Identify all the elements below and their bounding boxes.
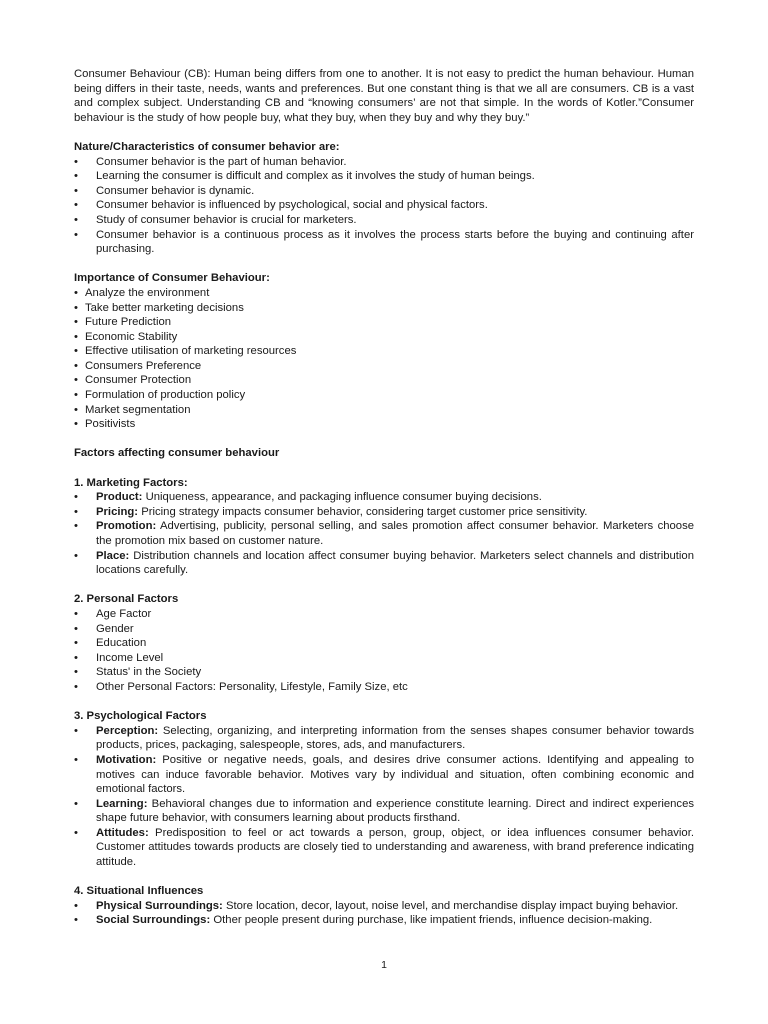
- document-body: [74, 67, 694, 928]
- importance-heading: Importance of Consumer Behaviour:: [74, 272, 270, 285]
- psychological-list: [74, 724, 694, 870]
- list-item: [74, 913, 694, 928]
- term-label: Perception:: [96, 724, 159, 737]
- marketing-heading: 1. Marketing Factors:: [74, 476, 188, 489]
- list-item: [74, 505, 694, 520]
- term-label: Pricing:: [96, 505, 139, 518]
- term-label: Promotion:: [96, 520, 157, 533]
- term-label: Attitudes:: [96, 826, 149, 839]
- term-label: Product:: [96, 491, 143, 504]
- term-text: Pricing strategy impacts consumer behavior, considering target customer price sensitivity.: [138, 505, 588, 518]
- list-item: • Education: [74, 636, 694, 651]
- list-item: [74, 519, 694, 548]
- list-item: [74, 724, 694, 753]
- nature-heading: Nature/Characteristics of consumer behavior are:: [74, 140, 340, 153]
- term-text: Distribution channels and location affect consumer buying behavior. Marketers select channels and distribution locations carefully.: [96, 549, 694, 577]
- list-item: • Consumer behavior is the part of human behavior.: [74, 155, 694, 170]
- list-item: • Take better marketing decisions: [74, 301, 694, 316]
- situational-heading: 4. Situational Influences: [74, 885, 204, 898]
- term-text: Advertising, publicity, personal selling, and sales promotion affect consumer behavior. Marketers choose the promotion mix based on customer nature.: [96, 520, 694, 547]
- importance-list: [74, 286, 694, 432]
- marketing-list: [74, 490, 694, 578]
- page-number: 1: [381, 959, 387, 971]
- list-item: • Study of consumer behavior is crucial for marketers.: [74, 213, 694, 228]
- term-text: Positive or negative needs, goals, and desires drive consumer actions. Identifying and appealing to motives can induce favorable behavior. Motives vary by individual and situation, often combining economic and emotional factors.: [96, 753, 694, 796]
- list-item: [74, 826, 694, 870]
- list-item: • Formulation of production policy: [74, 388, 694, 403]
- list-item: • Effective utilisation of marketing resources: [74, 344, 694, 359]
- list-item: [74, 899, 694, 914]
- list-item: • Analyze the environment: [74, 286, 694, 301]
- personal-heading: 2. Personal Factors: [74, 593, 179, 606]
- list-item: • Age Factor: [74, 607, 694, 622]
- term-label: Physical Surroundings:: [96, 899, 223, 912]
- nature-list: [74, 155, 694, 257]
- term-text: Store location, decor, layout, noise level, and merchandise display impact buying behavior.: [222, 899, 679, 912]
- list-item: [74, 797, 694, 826]
- psychological-heading: 3. Psychological Factors: [74, 710, 207, 723]
- factors-heading: Factors affecting consumer behaviour: [74, 447, 280, 460]
- list-item: • Future Prediction: [74, 315, 694, 330]
- list-item: • Positivists: [74, 417, 694, 432]
- term-text: Selecting, organizing, and interpreting information from the senses shapes consumer behavior towards products, prices, packaging, salespeople, stores, ads, and manufacturers.: [96, 724, 694, 752]
- list-item: [74, 753, 694, 797]
- list-item: • Learning the consumer is difficult and complex as it involves the study of human beings.: [74, 169, 694, 184]
- list-item: [74, 490, 694, 505]
- list-item: • Consumers Preference: [74, 359, 694, 374]
- list-item: • Consumer behavior is a continuous process as it involves the process starts before the buying and continuing after purchasing.: [74, 228, 694, 257]
- term-text: Predisposition to feel or act towards a person, group, object, or idea influences consumer behavior. Customer attitudes towards products are closely tied to understanding and awareness, with brand preference indicating attitude.: [96, 826, 694, 869]
- term-text: Uniqueness, appearance, and packaging influence consumer buying decisions.: [142, 491, 542, 504]
- list-item: • Consumer Protection: [74, 373, 694, 388]
- list-item: • Consumer behavior is dynamic.: [74, 184, 694, 199]
- term-text: Other people present during purchase, like impatient friends, influence decision-making.: [210, 914, 653, 927]
- personal-list: [74, 607, 694, 695]
- list-item: • Income Level: [74, 651, 694, 666]
- list-item: • Gender: [74, 622, 694, 637]
- term-label: Social Surroundings:: [96, 914, 211, 927]
- list-item: • Other Personal Factors: Personality, Lifestyle, Family Size, etc: [74, 680, 694, 695]
- list-item: • Economic Stability: [74, 330, 694, 345]
- term-label: Place:: [96, 549, 130, 562]
- list-item: • Market segmentation: [74, 403, 694, 418]
- term-text: Behavioral changes due to information and experience constitute learning. Direct and indirect experiences shape future behavior, with consumers learning about products firsthand.: [96, 797, 694, 825]
- situational-list: [74, 899, 694, 928]
- list-item: [74, 549, 694, 578]
- list-item: • Consumer behavior is influenced by psychological, social and physical factors.: [74, 198, 694, 213]
- term-label: Learning:: [96, 797, 148, 810]
- term-label: Motivation:: [96, 753, 157, 766]
- intro-paragraph: Consumer Behaviour (CB): Human being differs from one to another. It is not easy to predict the human behaviour. Human being differs in their taste, needs, wants and preferences. But one constant thing is that we all are consumers. CB is a vast and complex subject. Understanding CB and “knowing consumers’ are not that simple. In the words of Kotler.”Consumer behaviour is the study of how people buy, what they buy, when they buy and why they buy.”: [74, 68, 694, 124]
- list-item: • Status' in the Society: [74, 665, 694, 680]
